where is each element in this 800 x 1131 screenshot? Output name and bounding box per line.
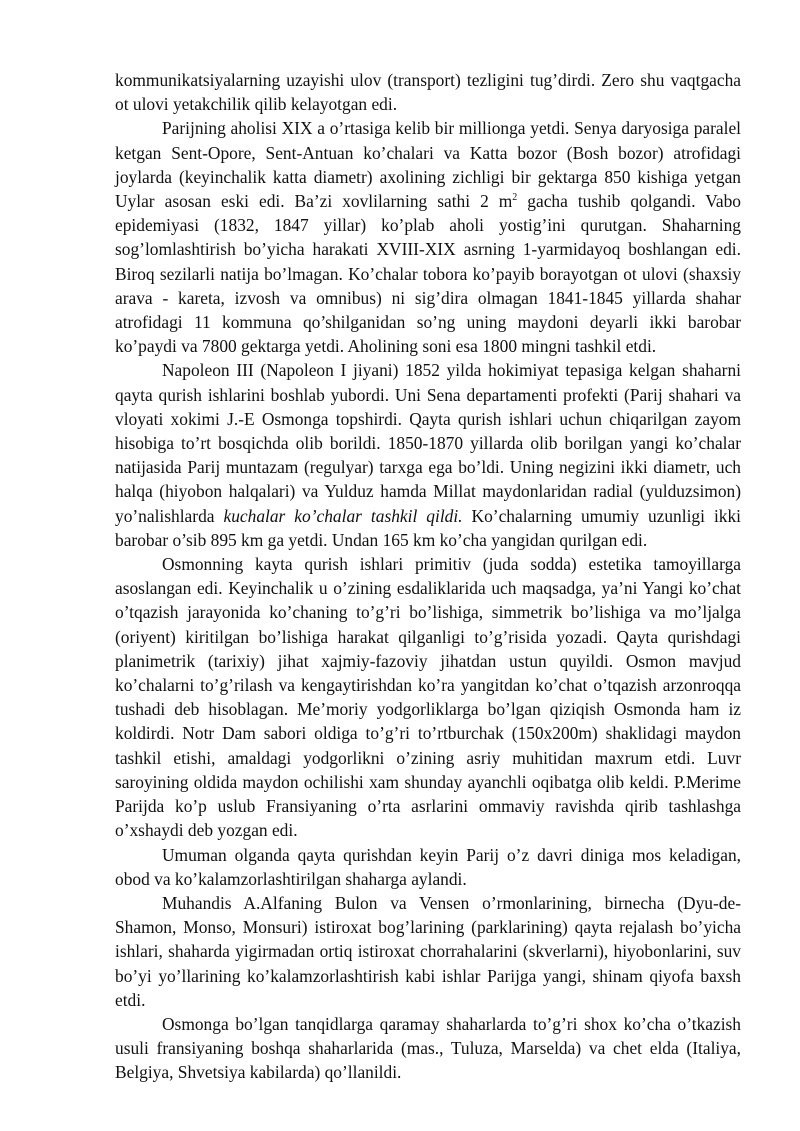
paragraph-7	[115, 1012, 741, 1085]
paragraph-2-text-a: Parijning aholisi XIX a o’rtasiga kelib bir millionga yetdi. Senya daryosiga paralel ketgan Sent-Opore, Sent-Antuan ko’chalari va Katta bozor (Bosh bozor) atrofidagi joylarda (keyinchalik katta diametr) axolining zichligi bir gektarga 850 kishiga yetgan Uylar asosan eski edi. Ba’zi xovlilarning sathi 2 m	[115, 118, 741, 212]
paragraph-3-text-a: Napoleon III (Napoleon I jiyani) 1852 yilda hokimiyat tepasiga kelgan shaharni qayta qurish ishlarini boshlab yubordi. Uni Sena departamenti profekti (Parij shahari va vloyati xokimi J.-E Osmonga topshirdi. Qayta qurish ishlari uchun chiqarilgan zayom hisobiga to’rt bosqichda olib borildi. 1850-1870 yillarda olib borilgan yangi ko’chalar natijasida Parij muntazam (regulyar) tarxga ega bo’ldi. Uning negizini ikki diametr, uch halqa (hiyobon halqalari) va Yulduz hamda Millat maydonlaridan radial (yulduzsimon) yo’nalishlarda	[115, 360, 741, 526]
paragraph-3	[115, 358, 741, 552]
paragraph-6	[115, 891, 741, 1012]
paragraph-7-text: Osmonga bo’lgan tanqidlarga qaramay shaharlarda to’g’ri shox ko’cha o’tkazish usuli fransiyaning boshqa shaharlarida (mas., Tuluza, Marselda) va chet elda (Italiya, Belgiya, Shvetsiya kabilarda) qo’llanildi.	[115, 1013, 741, 1083]
paragraph-2	[115, 116, 741, 358]
superscript-2: 2	[512, 192, 518, 204]
paragraph-4-text: Osmonning kayta qurish ishlari primitiv (juda sodda) estetika tamoyillarga asoslangan edi. Keyinchalik u o’zining esdaliklarida uch maqsadga, ya’ni Yangi ko’chat o’tqazish jarayonida ko’chaning to’g’ri bo’lishiga, simmetrik bo’lishiga va mo’ljalga (oriyent) kiritilgan bo’lishiga harakat qilganligi to’g’risida yozadi. Qayta qurishdagi planimetrik (tarixiy) jihat xajmiy-fazoviy jihatdan ustun quyildi. Osmon mavjud ko’chalarni to’g’rilash va kengaytirishdan ko’ra yangitdan ko’chat o’tqazish arzonroqqa tushadi deb hisoblagan. Me’moriy yodgorliklarga bo’lgan qiziqish Osmonda ham iz koldirdi. Notr Dam sabori oldiga to’g’ri to’rtburchak (150x200m) shaklidagi maydon tashkil etishi, amaldagi yodgorlikni o’zining asriy muhitidan maxrum etdi. Luvr saroyining oldida maydon ochilishi xam shunday ayanchli oqibatga olib keldi. P.Merime Parijda ko’p uslub Fransiyaning o’rta asrlarini ommaviy ravishda qirib tashlashga o’xshaydi deb yozgan edi.	[115, 554, 741, 841]
paragraph-1	[115, 68, 741, 116]
paragraph-3-italic: kuchalar ko’chalar tashkil qildi.	[223, 505, 463, 526]
paragraph-1-text: kommunikatsiyalarning uzayishi ulov (transport) tezligini tug’dirdi. Zero shu vaqtgacha ot ulovi yetakchilik qilib kelayotgan edi.	[115, 70, 741, 115]
paragraph-5	[115, 843, 741, 891]
paragraph-3-text-b: Ko’chalarning umumiy uzunligi ikki barobar o’sib 895 km ga yetdi. Undan 165 km ko’cha yangidan qurilgan edi.	[115, 505, 741, 550]
document-page	[115, 68, 741, 1085]
paragraph-2-text-b: gacha tushib qolgandi. Vabo epidemiyasi (1832, 1847 yillar) ko’plab aholi yostig’ini qurutgan. Shaharning sog’lomlashtirish bo’yicha harakati XVIII-XIX asrning 1-yarmidayoq boshlangan edi. Biroq sezilarli natija bo’lmagan. Ko’chalar tobora ko’payib borayotgan ot ulovi (shaxsiy arava - kareta, izvosh va omnibus) ni sig’dira olmagan 1841-1845 yillarda shahar atrofidagi 11 kommuna qo’shilganidan so’ng uning maydoni deyarli ikki barobar ko’paydi va 7800 gektarga yetdi. Aholining soni esa 1800 mingni tashkil etdi.	[115, 191, 741, 357]
paragraph-5-text: Umuman olganda qayta qurishdan keyin Parij o’z davri diniga mos keladigan, obod va ko’kalamzorlashtirilgan shaharga aylandi.	[115, 844, 741, 889]
paragraph-6-text: Muhandis A.Alfaning Bulon va Vensen o’rmonlarining, birnecha (Dyu-de-Shamon, Monso, Monsuri) istiroxat bog’larining (parklarining) qayta rejalash bo’yicha ishlari, shaharda yigirmadan ortiq istiroxat chorrahalarini (skverlarni), hiyobonlarini, suv bo’yi yo’llarining ko’kalamzorlashtirish kabi ishlar Parijga yangi, shinam qiyofa baxsh etdi.	[115, 892, 741, 1010]
paragraph-4	[115, 552, 741, 842]
